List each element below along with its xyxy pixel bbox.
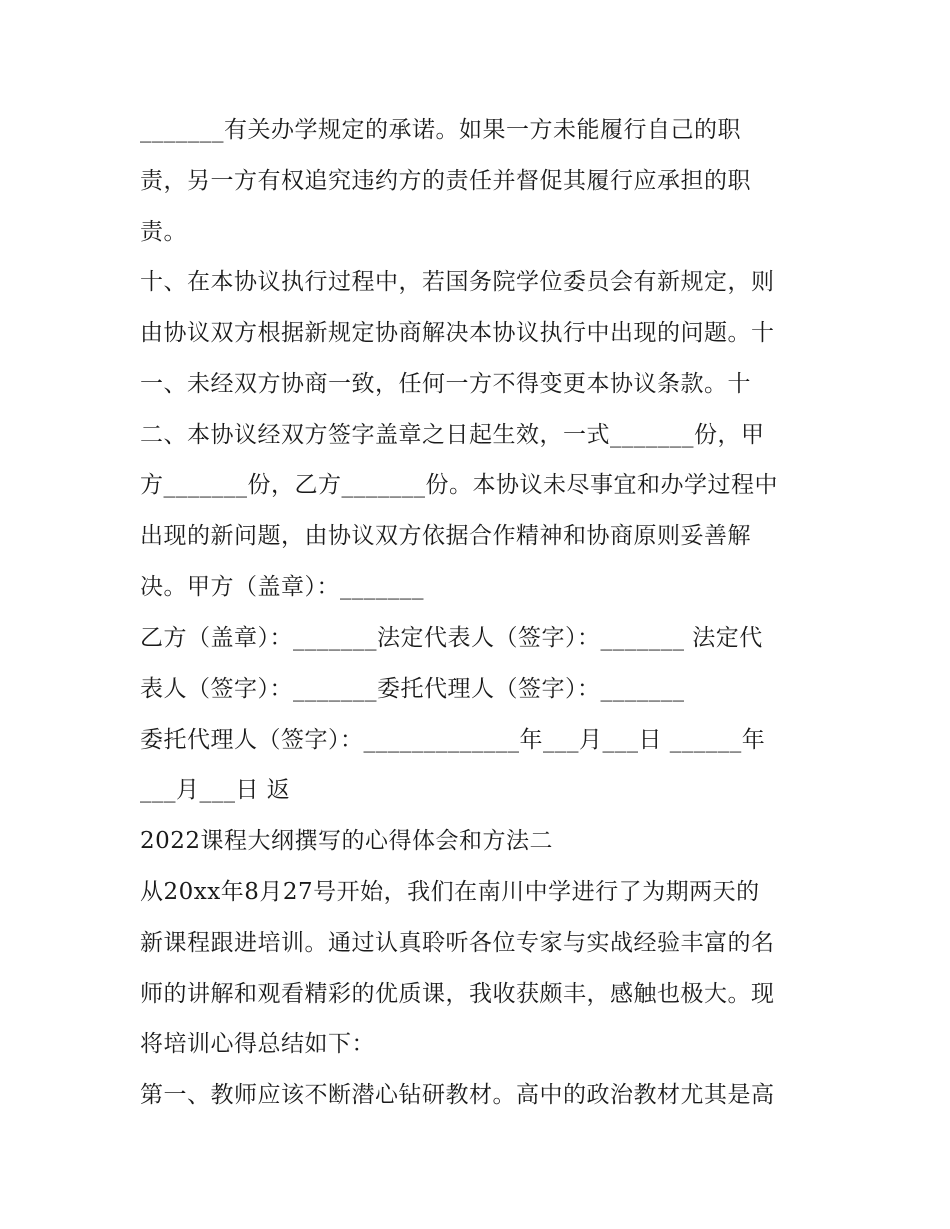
section-heading: 2022课程大纲撰写的心得体会和方法二: [140, 828, 554, 854]
text-line: _______有关办学规定的承诺。如果一方未能履行自己的职: [140, 117, 741, 143]
text-line: 一、未经双方协商一致，任何一方不得变更本协议条款。十: [140, 371, 751, 397]
text-line: 乙方（盖章）：_______法定代表人（签字）：_______ 法定代: [140, 625, 763, 651]
text-line: ___月___日 返: [140, 777, 291, 803]
text-line: 由协议双方根据新规定协商解决本协议执行中出现的问题。十: [140, 320, 775, 346]
text-line: 从20xx年8月27号开始，我们在南川中学进行了为期两天的: [140, 879, 760, 905]
text-line: 新课程跟进培训。通过认真聆听各位专家与实战经验丰富的名: [140, 930, 775, 956]
text-line: 十、在本协议执行过程中，若国务院学位委员会有新规定，则: [140, 269, 775, 295]
text-line: 将培训心得总结如下：: [140, 1031, 375, 1057]
text-line: 师的讲解和观看精彩的优质课，我收获颇丰，感触也极大。现: [140, 981, 775, 1007]
text-line: 责。: [140, 219, 187, 245]
text-line: 方_______份，乙方_______份。本协议未尽事宜和办学过程中: [140, 472, 778, 498]
text-line: 二、本协议经双方签字盖章之日起生效，一式_______份，甲: [140, 422, 765, 448]
text-line: 第一、教师应该不断潜心钻研教材。高中的政治教材尤其是高: [140, 1082, 775, 1108]
text-line: 委托代理人（签字）：_____________年___月___日 ______年: [140, 727, 766, 753]
text-line: 表人（签字）：_______委托代理人（签字）：_______: [140, 676, 685, 702]
text-line: 出现的新问题，由协议双方依据合作精神和协商原则妥善解: [140, 523, 751, 549]
text-line: 决。甲方（盖章）：_______: [140, 574, 424, 600]
text-line: 责，另一方有权追究违约方的责任并督促其履行应承担的职: [140, 168, 751, 194]
